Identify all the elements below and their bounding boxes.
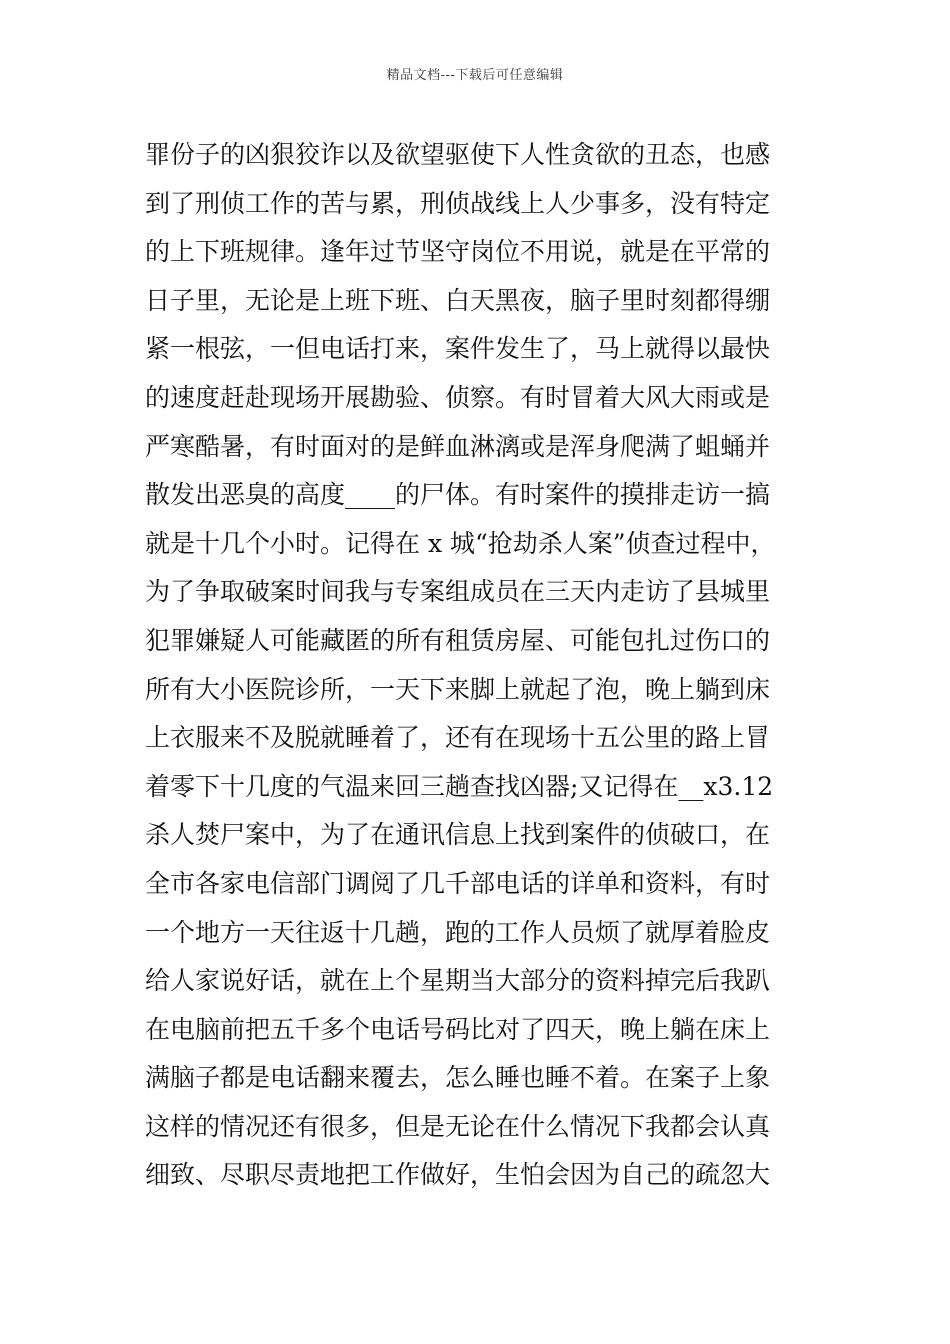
text-line: 上衣服来不及脱就睡着了，还有在现场十五公里的路上冒 — [145, 723, 771, 753]
text-line: 严寒酷暑，有时面对的是鲜血淋漓或是浑身爬满了蛆蛹并 — [145, 431, 771, 461]
text-line: 在电脑前把五千多个电话号码比对了四天，晚上躺在床上 — [145, 1014, 771, 1044]
text-line: 散发出恶臭的高度____的尸体。有时案件的摸排走访一搞 — [145, 480, 771, 510]
text-line: 就是十几个小时。记得在 x 城“抢劫杀人案”侦查过程中， — [145, 528, 776, 558]
page-header: 精品文档---下载后可任意编辑 — [386, 68, 564, 83]
text-line: 所有大小医院诊所，一天下来脚上就起了泡，晚上躺到床 — [145, 674, 771, 704]
text-line: 到了刑侦工作的苦与累，刑侦战线上人少事多，没有特定 — [145, 188, 771, 218]
text-line: 为了争取破案时间我与专案组成员在三天内走访了县城里 — [145, 577, 771, 607]
text-line: 的速度赶赴现场开展勘验、侦察。有时冒着大风大雨或是 — [145, 382, 771, 412]
body-paragraph — [145, 131, 815, 1200]
text-line: 日子里，无论是上班下班、白天黑夜，脑子里时刻都得绷 — [145, 285, 771, 315]
text-line: 全市各家电信部门调阅了几千部电话的详单和资料，有时 — [145, 868, 771, 898]
text-line: 这样的情况还有很多，但是无论在什么情况下我都会认真 — [145, 1111, 771, 1141]
text-line: 紧一根弦，一但电话打来，案件发生了，马上就得以最快 — [145, 334, 771, 364]
text-line: 罪份子的凶狠狡诈以及欲望驱使下人性贪欲的丑态，也感 — [145, 140, 771, 169]
text-line: 细致、尽职尽责地把工作做好，生怕会因为自己的疏忽大 — [145, 1160, 771, 1190]
text-line: 犯罪嫌疑人可能藏匿的所有租赁房屋、可能包扎过伤口的 — [145, 625, 771, 655]
text-line: 着零下十几度的气温来回三趟查找凶器;又记得在__x3.12 — [145, 771, 774, 801]
text-line: 一个地方一天往返十几趟，跑的工作人员烦了就厚着脸皮 — [145, 917, 771, 947]
text-line: 满脑子都是电话翻来覆去，怎么睡也睡不着。在案子上象 — [145, 1063, 771, 1093]
text-line: 的上下班规律。逢年过节坚守岗位不用说，就是在平常的 — [145, 237, 771, 267]
text-line: 杀人焚尸案中，为了在通讯信息上找到案件的侦破口，在 — [145, 820, 771, 850]
text-line: 给人家说好话，就在上个星期当大部分的资料掉完后我趴 — [145, 966, 771, 996]
